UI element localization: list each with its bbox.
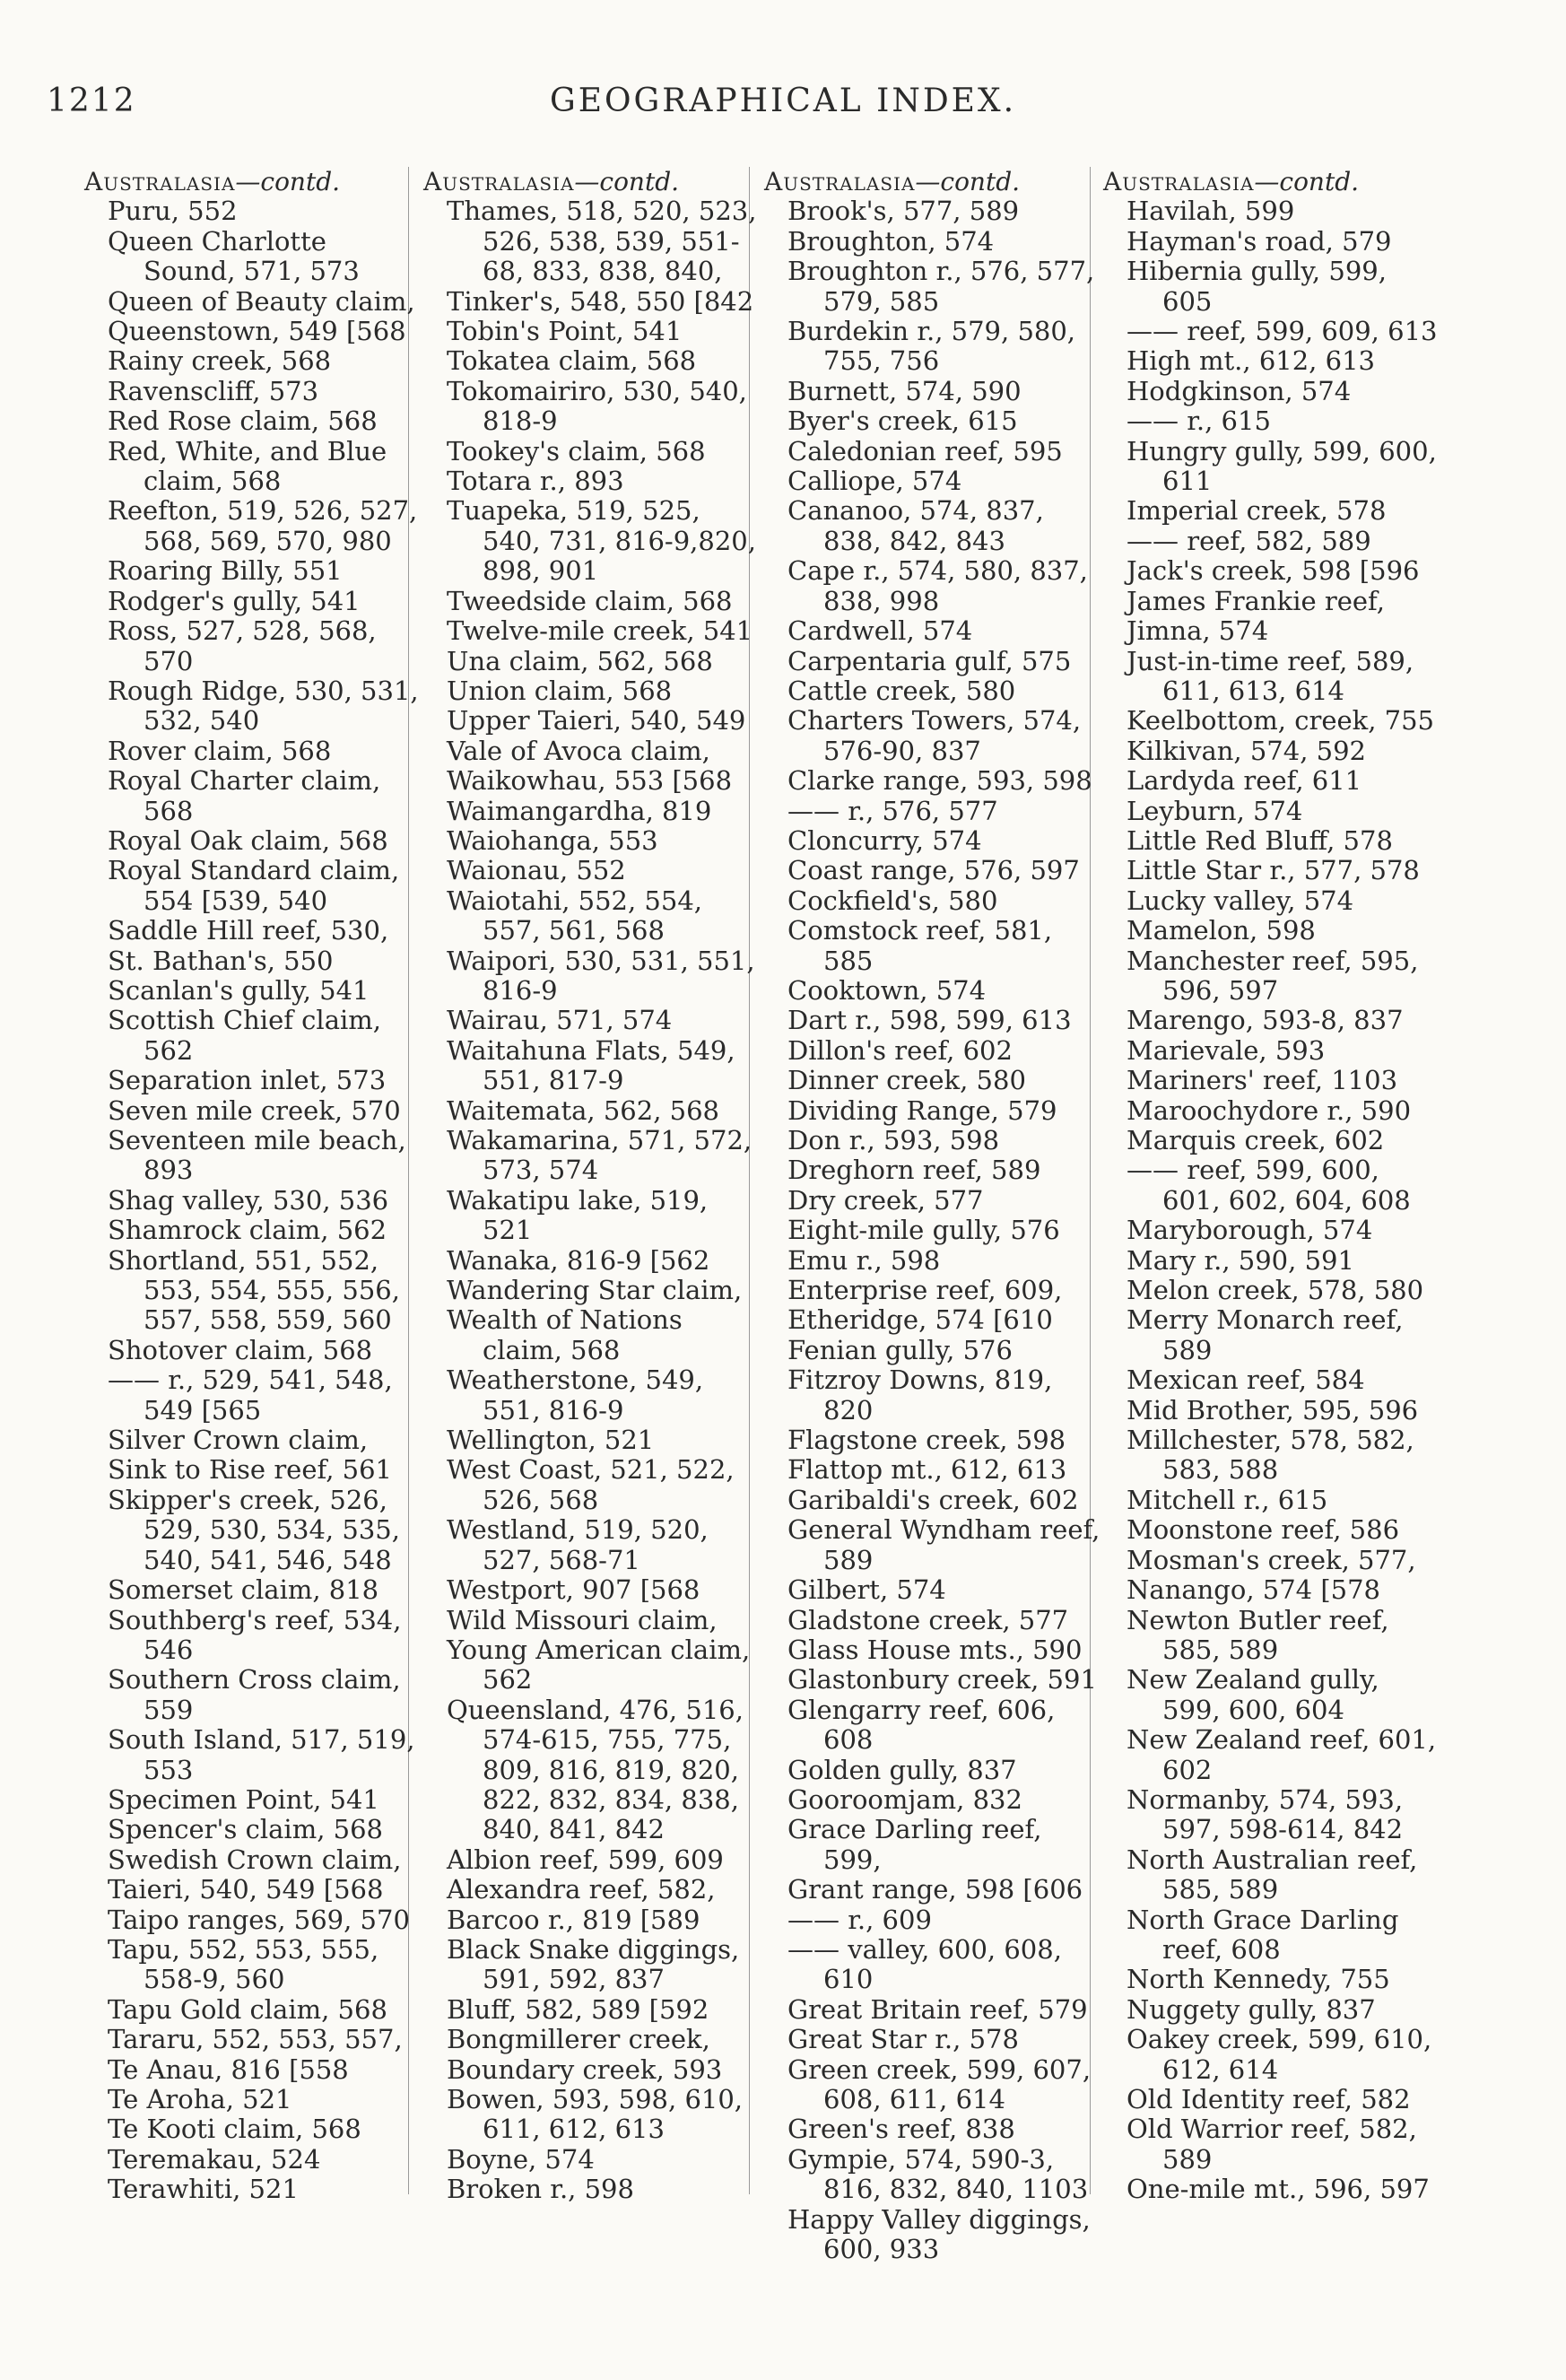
index-entry: Tinker's, 548, 550 [842 xyxy=(447,285,754,317)
index-entry: Lardyda reef, 611 xyxy=(1127,765,1362,797)
index-entry: Fenian gully, 576 xyxy=(787,1334,1013,1365)
index-entry: Shotover claim, 568 xyxy=(108,1334,373,1365)
index-entry: Boyne, 574 xyxy=(447,2143,595,2175)
index-entry: Dart r., 598, 599, 613 xyxy=(787,1005,1072,1036)
index-entry: General Wyndham reef, 589 xyxy=(787,1514,1101,1575)
index-entry: Gympie, 574, 590-3, 816, 832, 840, 1103 xyxy=(787,2143,1089,2205)
index-entry: Wealth of Nations claim, 568 xyxy=(447,1304,683,1365)
index-entry: Reefton, 519, 526, 527, 568, 569, 570, 980 xyxy=(108,495,418,556)
index-entry: Cloncurry, 574 xyxy=(787,824,982,856)
index-entry: North Australian reef, 585, 589 xyxy=(1127,1844,1418,1905)
index-entry: Cattle creek, 580 xyxy=(787,675,1016,706)
index-entry: Little Star r., 577, 578 xyxy=(1127,855,1420,886)
heading-region: Australasia xyxy=(423,167,575,196)
index-entry: Marievale, 593 xyxy=(1127,1034,1326,1066)
index-entry: Shag valley, 530, 536 xyxy=(108,1184,389,1216)
index-entry: Enterprise reef, 609, xyxy=(787,1275,1063,1306)
index-entry: Waitemata, 562, 568 xyxy=(447,1094,719,1126)
index-entry: Mary r., 590, 591 xyxy=(1127,1244,1354,1276)
index-entry: Manchester reef, 595, 596, 597 xyxy=(1127,945,1419,1006)
index-entry: Merry Monarch reef, 589 xyxy=(1127,1304,1404,1365)
index-entry: Westland, 519, 520, 527, 568-71 xyxy=(447,1514,709,1575)
index-entry: —— r., 609 xyxy=(787,1904,932,1935)
heading-contd: —contd. xyxy=(235,167,341,196)
index-entry: Waiotahi, 552, 554, 557, 561, 568 xyxy=(447,885,703,946)
index-entry: Wanaka, 816-9 [562 xyxy=(447,1244,710,1276)
column-heading xyxy=(423,167,761,196)
index-entry: St. Bathan's, 550 xyxy=(108,945,334,976)
index-entry: Waiohanga, 553 xyxy=(447,824,658,856)
index-entry: Moonstone reef, 586 xyxy=(1127,1514,1400,1546)
index-entry: Broughton, 574 xyxy=(787,225,995,257)
index-entry: Taipo ranges, 569, 570 xyxy=(108,1904,410,1935)
index-entry: Royal Standard claim, 554 [539, 540 xyxy=(108,855,400,916)
index-entry: Terawhiti, 521 xyxy=(108,2174,299,2205)
index-entry: Queenstown, 549 [568 xyxy=(108,316,406,347)
index-entry: Ross, 527, 528, 568, 570 xyxy=(108,615,377,676)
index-entry: Tokatea claim, 568 xyxy=(447,345,697,377)
index-columns xyxy=(84,167,1489,2356)
index-entry: Melon creek, 578, 580 xyxy=(1127,1275,1424,1306)
index-entry: Just-in-time reef, 589, 611, 613, 614 xyxy=(1127,645,1414,706)
index-entry: Te Kooti claim, 568 xyxy=(108,2114,361,2145)
index-entry: Dillon's reef, 602 xyxy=(787,1034,1013,1066)
index-entry: Glastonbury creek, 591 xyxy=(787,1664,1097,1696)
heading-contd: —contd. xyxy=(1254,167,1360,196)
index-entry: Scanlan's gully, 541 xyxy=(108,974,370,1006)
index-entry: Nanango, 574 [578 xyxy=(1127,1574,1381,1606)
index-entry: —— reef, 599, 609, 613 xyxy=(1127,316,1438,347)
index-entry: Keelbottom, creek, 755 xyxy=(1127,705,1435,737)
index-entry: Golden gully, 837 xyxy=(787,1754,1017,1785)
index-entry: Marquis creek, 602 xyxy=(1127,1125,1385,1155)
index-entry: Queen Charlotte Sound, 571, 573 xyxy=(108,225,360,287)
index-entry: Mitchell r., 615 xyxy=(1127,1484,1328,1515)
index-entry: Waimangardha, 819 xyxy=(447,795,712,826)
index-entry: Te Anau, 816 [558 xyxy=(108,2053,349,2085)
index-entry: Red Rose claim, 568 xyxy=(108,405,378,437)
index-entry: Carpentaria gulf, 575 xyxy=(787,645,1072,676)
index-entry: Hayman's road, 579 xyxy=(1127,225,1392,257)
index-entry: Te Aroha, 521 xyxy=(108,2084,292,2114)
index-entry: Bongmillerer creek, xyxy=(447,2024,710,2055)
index-entry: Twelve-mile creek, 541 xyxy=(447,615,753,647)
column-heading xyxy=(1103,167,1440,196)
index-entry: Tweedside claim, 568 xyxy=(447,585,733,616)
index-entry: Gilbert, 574 xyxy=(787,1574,946,1606)
index-entry: Taieri, 540, 549 [568 xyxy=(108,1874,384,1905)
index-entry: Swedish Crown claim, xyxy=(108,1844,402,1875)
index-entry: Specimen Point, 541 xyxy=(108,1783,379,1815)
index-entry: Great Star r., 578 xyxy=(787,2024,1019,2055)
index-entry: Coast range, 576, 597 xyxy=(787,855,1080,886)
index-entry: Mosman's creek, 577, xyxy=(1127,1544,1416,1575)
index-entry: Alexandra reef, 582, xyxy=(447,1874,716,1905)
index-entry: Jack's creek, 598 [596 xyxy=(1127,555,1420,587)
index-entry: Waionau, 552 xyxy=(447,855,626,886)
heading-region: Australasia xyxy=(84,167,236,196)
index-entry: Saddle Hill reef, 530, xyxy=(108,915,389,946)
index-entry: —— valley, 600, 608, 610 xyxy=(787,1933,1062,1995)
index-entry: —— reef, 582, 589 xyxy=(1127,525,1371,556)
index-entry: Separation inlet, 573 xyxy=(108,1065,387,1096)
index-entry: Waitahuna Flats, 549, 551, 817-9 xyxy=(447,1034,735,1096)
index-entry: Green's reef, 838 xyxy=(787,2114,1015,2145)
index-entry: Nuggety gully, 837 xyxy=(1127,1993,1376,2025)
index-entry: Dinner creek, 580 xyxy=(787,1065,1026,1096)
index-entry: Kilkivan, 574, 592 xyxy=(1127,735,1366,766)
index-entry: One-mile mt., 596, 597 xyxy=(1127,2174,1430,2205)
index-entry: Little Red Bluff, 578 xyxy=(1127,824,1393,856)
index-entry: Flagstone creek, 598 xyxy=(787,1425,1066,1456)
index-entry: Upper Taieri, 540, 549 xyxy=(447,705,746,737)
index-entry: Waipori, 530, 531, 551, 816-9 xyxy=(447,945,755,1006)
index-entry: Southern Cross claim, 559 xyxy=(108,1664,401,1725)
index-entry: Sink to Rise reef, 561 xyxy=(108,1454,392,1486)
index-entry: Comstock reef, 581, 585 xyxy=(787,915,1053,976)
index-entry: Tookey's claim, 568 xyxy=(447,435,706,466)
index-entry: Skipper's creek, 526, 529, 530, 534, 535, 540, 541, 546, 548 xyxy=(108,1484,400,1575)
index-entry: Union claim, 568 xyxy=(447,675,673,706)
index-entry: Una claim, 562, 568 xyxy=(447,645,713,676)
index-entry: Mamelon, 598 xyxy=(1127,915,1316,946)
column-heading xyxy=(764,167,1101,196)
index-entry: South Island, 517, 519, 553 xyxy=(108,1724,415,1785)
index-entry: Young American claim, 562 xyxy=(447,1634,751,1696)
index-entry: North Kennedy, 755 xyxy=(1127,1964,1390,1995)
index-entry: Cockfield's, 580 xyxy=(787,885,998,916)
page-title: GEOGRAPHICAL INDEX. xyxy=(549,83,1017,119)
index-entry: Hibernia gully, 599, 605 xyxy=(1127,256,1387,317)
index-entry: Mid Brother, 595, 596 xyxy=(1127,1394,1419,1425)
index-entry: Old Warrior reef, 582, 589 xyxy=(1127,2114,1417,2175)
index-entry: Garibaldi's creek, 602 xyxy=(787,1484,1079,1515)
index-entry: Wakatipu lake, 519, 521 xyxy=(447,1184,709,1246)
index-entry: Hodgkinson, 574 xyxy=(1127,375,1352,406)
index-entry: Cape r., 574, 580, 837, 838, 998 xyxy=(787,555,1088,616)
index-entry: Normanby, 574, 593, 597, 598-614, 842 xyxy=(1127,1783,1404,1845)
index-entry: Queensland, 476, 516, 574-615, 755, 775, 809, 816, 819, 820, 822, 832, 834, 838, 840, 841, 842 xyxy=(447,1694,744,1845)
index-entry: New Zealand reef, 601, 602 xyxy=(1127,1724,1437,1785)
index-entry: Bluff, 582, 589 [592 xyxy=(447,1993,709,2025)
index-entry: Boundary creek, 593 xyxy=(447,2053,723,2085)
index-entry: Spencer's claim, 568 xyxy=(108,1814,383,1845)
index-entry: Roaring Billy, 551 xyxy=(108,555,343,587)
index-entry: Shortland, 551, 552, 553, 554, 555, 556, 557, 558, 559, 560 xyxy=(108,1244,400,1336)
index-entry: —— reef, 599, 600, 601, 602, 604, 608 xyxy=(1127,1155,1411,1216)
index-entry: Black Snake diggings, 591, 592, 837 xyxy=(447,1933,740,1995)
index-entry: —— r., 529, 541, 548, 549 [565 xyxy=(108,1364,393,1425)
index-entry: Happy Valley diggings, 600, 933 xyxy=(787,2203,1091,2265)
index-entry: Vale of Avoca claim, xyxy=(447,735,710,766)
index-entry: Dreghorn reef, 589 xyxy=(787,1155,1041,1186)
index-entry: High mt., 612, 613 xyxy=(1127,345,1375,377)
index-entry: Byer's creek, 615 xyxy=(787,405,1018,437)
index-entry: Don r., 593, 598 xyxy=(787,1125,1000,1155)
index-entry: Wild Missouri claim, xyxy=(447,1604,718,1635)
index-entry: Rover claim, 568 xyxy=(108,735,332,766)
index-entry: Cooktown, 574 xyxy=(787,974,987,1006)
index-entry: Seventeen mile beach, 893 xyxy=(108,1125,406,1186)
index-entry: Brook's, 577, 589 xyxy=(787,196,1020,227)
heading-contd: —contd. xyxy=(574,167,680,196)
index-entry: Marengo, 593-8, 837 xyxy=(1127,1005,1404,1036)
index-entry: Shamrock claim, 562 xyxy=(108,1215,387,1246)
index-entry: Imperial creek, 578 xyxy=(1127,495,1387,527)
index-entry: —— r., 576, 577 xyxy=(787,795,998,826)
index-entry: Gooroomjam, 832 xyxy=(787,1783,1022,1815)
index-entry: Rough Ridge, 530, 531, 532, 540 xyxy=(108,675,419,737)
heading-region: Australasia xyxy=(1103,167,1255,196)
index-entry: Grace Darling reef, 599, xyxy=(787,1814,1042,1875)
index-entry: Leyburn, 574 xyxy=(1127,795,1303,826)
index-entry: Silver Crown claim, xyxy=(108,1425,369,1456)
index-entry: Burnett, 574, 590 xyxy=(787,375,1022,406)
index-entry: Mexican reef, 584 xyxy=(1127,1364,1365,1396)
index-entry: Old Identity reef, 582 xyxy=(1127,2084,1411,2114)
index-entry: Havilah, 599 xyxy=(1127,196,1295,227)
index-entry: Gladstone creek, 577 xyxy=(787,1604,1069,1635)
index-entry: Calliope, 574 xyxy=(787,466,962,497)
index-entry: Maroochydore r., 590 xyxy=(1127,1094,1412,1126)
index-entry: Thames, 518, 520, 523, 526, 538, 539, 551-68, 833, 838, 840, xyxy=(447,196,757,287)
index-entry: Lucky valley, 574 xyxy=(1127,885,1354,916)
index-entry: Cardwell, 574 xyxy=(787,615,973,647)
index-entry: Eight-mile gully, 576 xyxy=(787,1215,1060,1246)
index-entry: Burdekin r., 579, 580, 755, 756 xyxy=(787,316,1076,377)
index-column-3 xyxy=(764,167,1101,2265)
index-entry: Green creek, 599, 607, 608, 611, 614 xyxy=(787,2053,1092,2114)
column-heading xyxy=(84,167,422,196)
index-entry: Great Britain reef, 579 xyxy=(787,1993,1088,2025)
index-entry: Wakamarina, 571, 572, 573, 574 xyxy=(447,1125,753,1186)
index-entry: Red, White, and Blue claim, 568 xyxy=(108,435,387,497)
index-entry: Etheridge, 574 [610 xyxy=(787,1304,1053,1336)
index-entry: James Frankie reef, xyxy=(1127,585,1385,616)
index-entry: Wandering Star claim, xyxy=(447,1275,743,1306)
index-entry: Tapu Gold claim, 568 xyxy=(108,1993,387,2025)
index-column-1 xyxy=(84,167,422,2205)
index-entry: Southberg's reef, 534, 546 xyxy=(108,1604,402,1665)
index-entry: Grant range, 598 [606 xyxy=(787,1874,1083,1905)
index-entry: West Coast, 521, 522, 526, 568 xyxy=(447,1454,735,1515)
index-entry: Broken r., 598 xyxy=(447,2174,634,2205)
index-entry: Rainy creek, 568 xyxy=(108,345,332,377)
index-entry: Barcoo r., 819 [589 xyxy=(447,1904,700,1935)
index-entry: Bowen, 593, 598, 610, 611, 612, 613 xyxy=(447,2084,744,2145)
index-column-2 xyxy=(423,167,761,2205)
index-entry: Weatherstone, 549, 551, 816-9 xyxy=(447,1364,704,1425)
index-entry: Scottish Chief claim, 562 xyxy=(108,1005,381,1066)
index-entry: Tokomairiro, 530, 540, 818-9 xyxy=(447,375,747,437)
index-entry: Wairau, 571, 574 xyxy=(447,1005,673,1036)
index-entry: Hungry gully, 599, 600, 611 xyxy=(1127,435,1437,497)
index-entry: Wellington, 521 xyxy=(447,1425,655,1456)
index-entry: Oakey creek, 599, 610, 612, 614 xyxy=(1127,2024,1432,2085)
index-entry: Maryborough, 574 xyxy=(1127,1215,1373,1246)
index-entry: Emu r., 598 xyxy=(787,1244,941,1276)
index-column-4 xyxy=(1103,167,1440,2205)
index-entry: Teremakau, 524 xyxy=(108,2143,321,2175)
index-entry: New Zealand gully, 599, 600, 604 xyxy=(1127,1664,1379,1725)
page-number: 1212 xyxy=(47,83,136,119)
index-entry: Glass House mts., 590 xyxy=(787,1634,1083,1665)
index-entry: Dividing Range, 579 xyxy=(787,1094,1057,1126)
index-entry: Puru, 552 xyxy=(108,196,238,227)
index-entry: Dry creek, 577 xyxy=(787,1184,984,1216)
index-entry: Royal Charter claim, 568 xyxy=(108,765,381,826)
index-entry: Tobin's Point, 541 xyxy=(447,316,683,347)
index-entry: Caledonian reef, 595 xyxy=(787,435,1063,466)
index-entry: Flattop mt., 612, 613 xyxy=(787,1454,1067,1486)
index-entry: Westport, 907 [568 xyxy=(447,1574,700,1606)
heading-contd: —contd. xyxy=(915,167,1021,196)
heading-region: Australasia xyxy=(764,167,916,196)
index-entry: Waikowhau, 553 [568 xyxy=(447,765,733,797)
index-entry: North Grace Darling reef, 608 xyxy=(1127,1904,1399,1965)
index-entry: Totara r., 893 xyxy=(447,466,624,497)
index-entry: Fitzroy Downs, 819, 820 xyxy=(787,1364,1053,1425)
index-entry: Queen of Beauty claim, xyxy=(108,285,415,317)
index-entry: Tuapeka, 519, 525, 540, 731, 816-9,820, 898, 901 xyxy=(447,495,756,587)
index-entry: Cananoo, 574, 837, 838, 842, 843 xyxy=(787,495,1044,556)
index-entry: Ravenscliff, 573 xyxy=(108,375,319,406)
index-entry: Newton Butler reef, 585, 589 xyxy=(1127,1604,1389,1665)
index-entry: Jimna, 574 xyxy=(1127,615,1269,647)
index-entry: Royal Oak claim, 568 xyxy=(108,824,388,856)
index-entry: Charters Towers, 574, 576-90, 837 xyxy=(787,705,1082,766)
index-entry: Clarke range, 593, 598 xyxy=(787,765,1092,797)
index-entry: Tapu, 552, 553, 555, 558-9, 560 xyxy=(108,1933,379,1995)
index-entry: Seven mile creek, 570 xyxy=(108,1094,401,1126)
index-entry: —— r., 615 xyxy=(1127,405,1271,437)
index-entry: Somerset claim, 818 xyxy=(108,1574,379,1606)
index-entry: Albion reef, 599, 609 xyxy=(447,1844,724,1875)
index-entry: Mariners' reef, 1103 xyxy=(1127,1065,1398,1096)
index-entry: Broughton r., 576, 577, 579, 585 xyxy=(787,256,1095,317)
index-entry: Rodger's gully, 541 xyxy=(108,585,361,616)
index-entry: Millchester, 578, 582, 583, 588 xyxy=(1127,1425,1414,1486)
index-entry: Glengarry reef, 606, 608 xyxy=(787,1694,1056,1756)
index-entry: Tararu, 552, 553, 557, xyxy=(108,2024,403,2055)
